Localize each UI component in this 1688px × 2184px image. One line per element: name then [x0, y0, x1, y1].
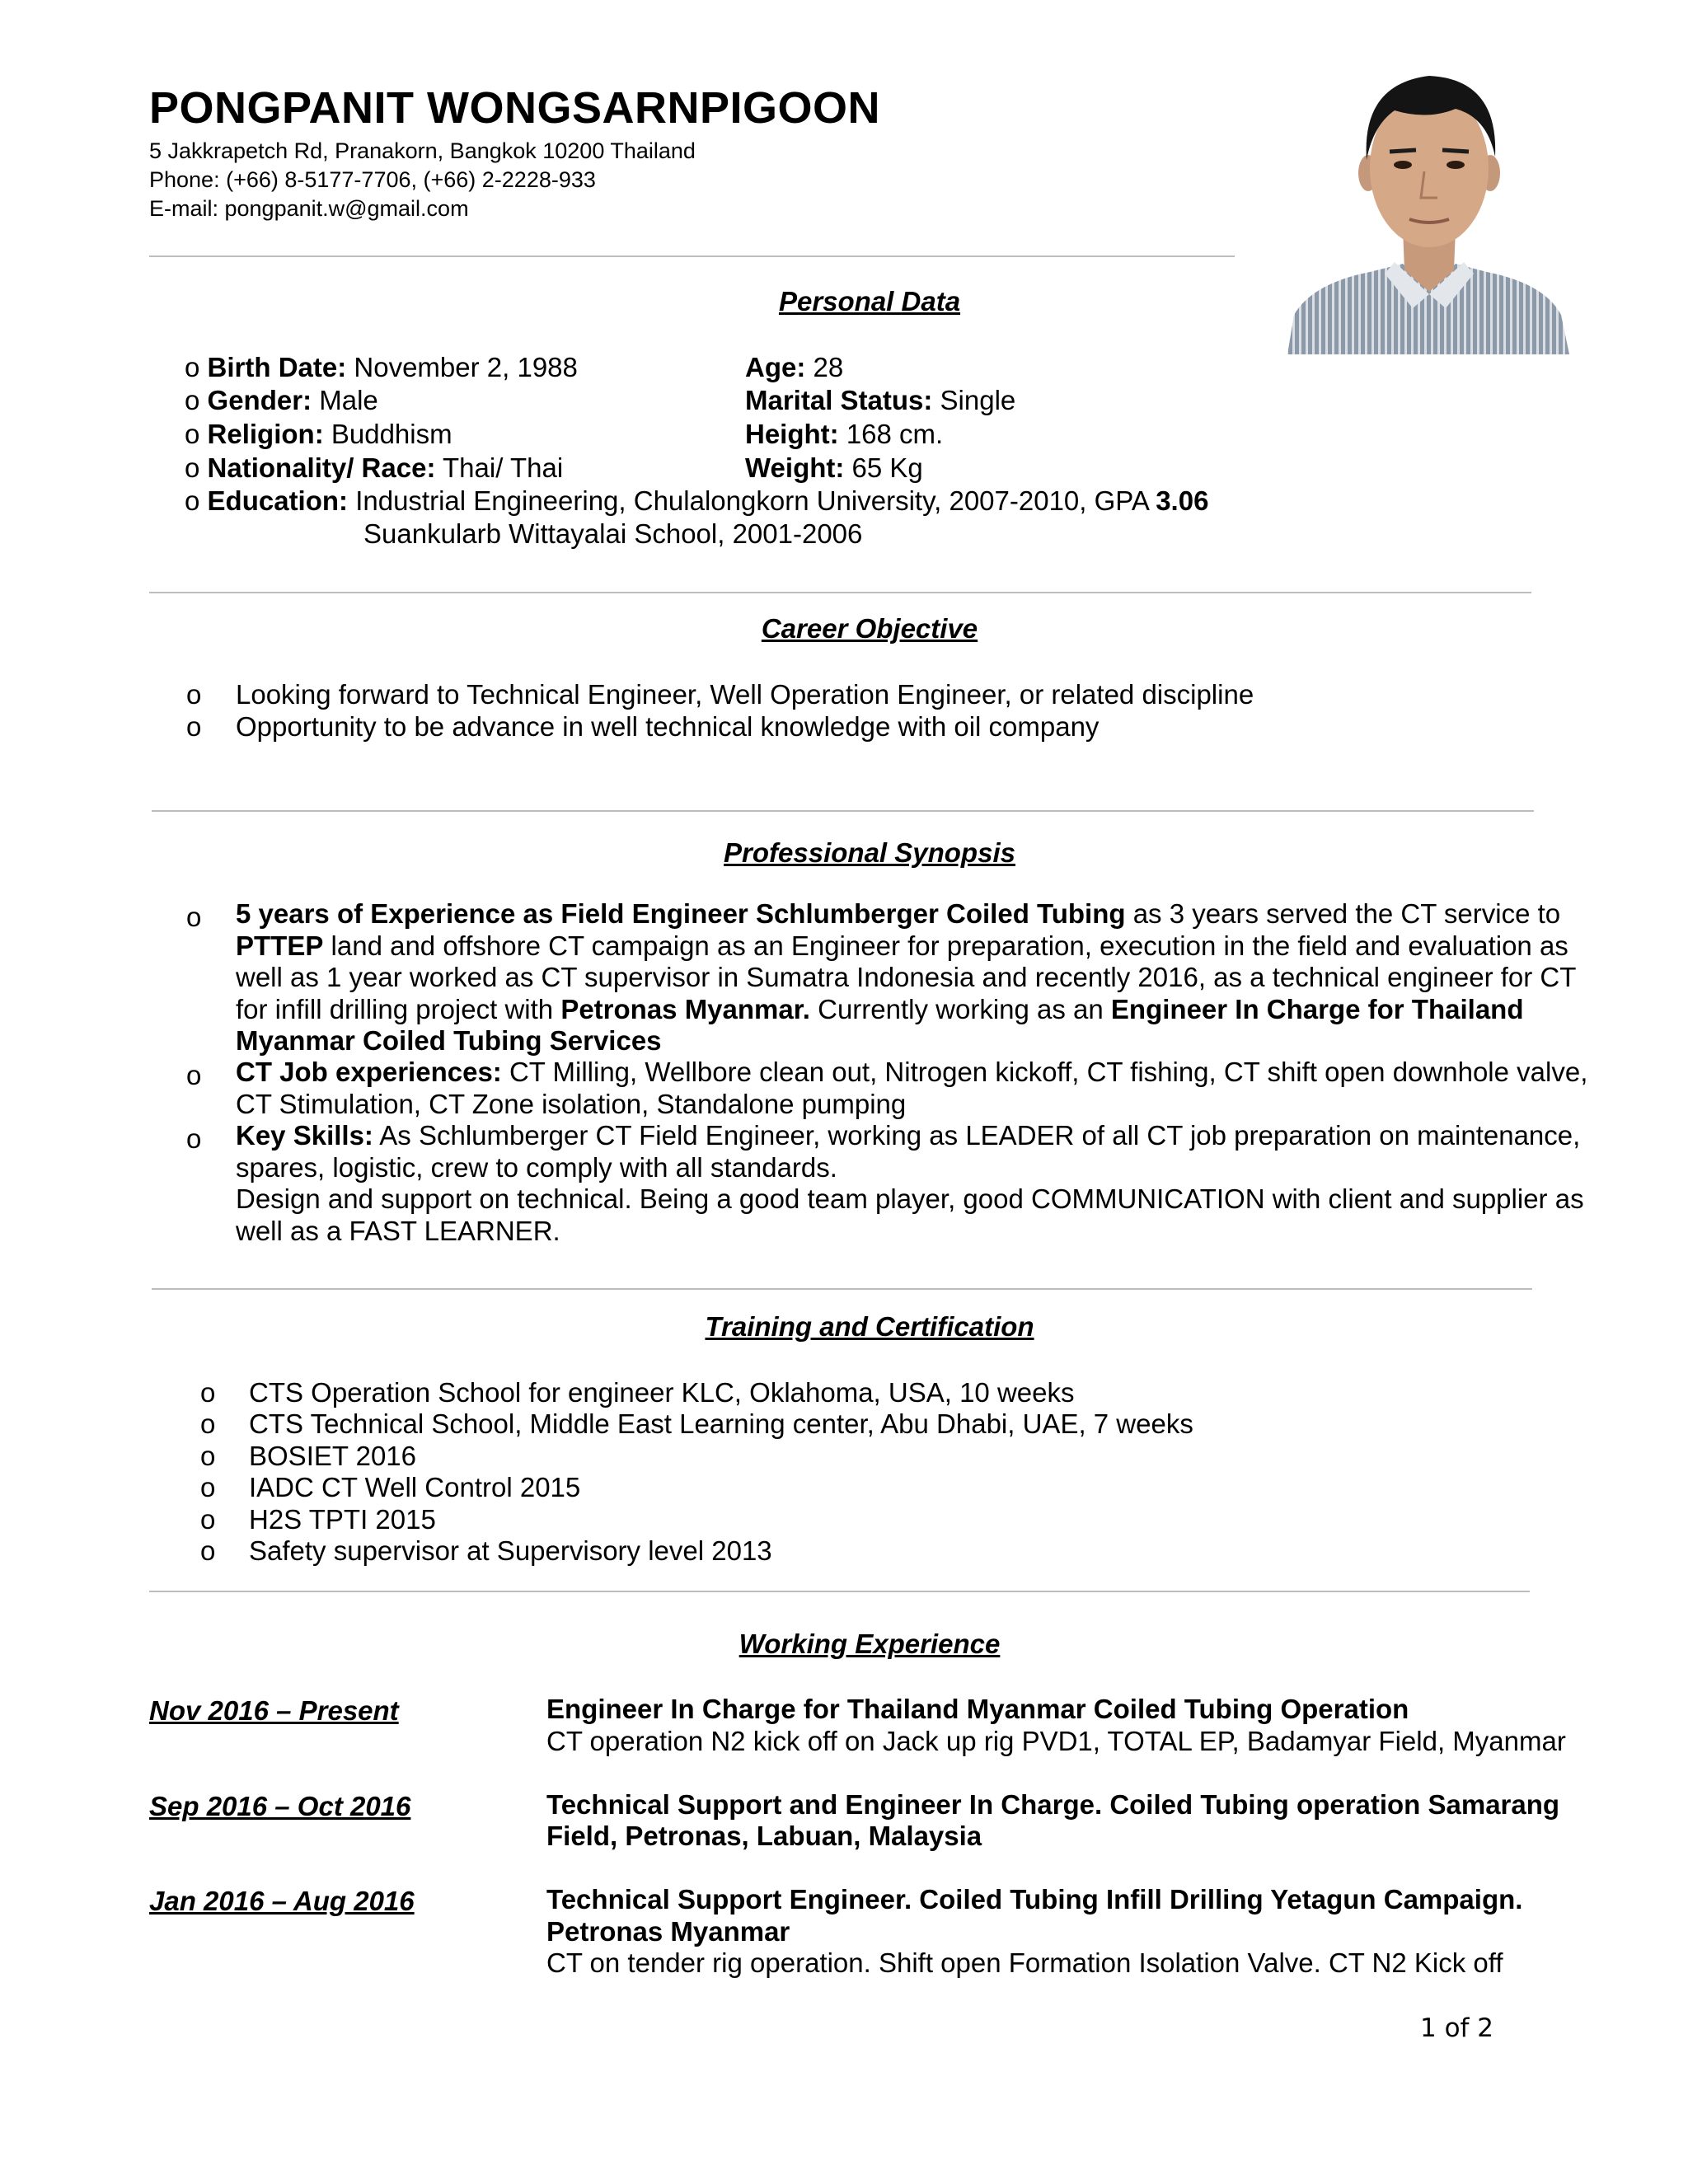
training-item: H2S TPTI 2015	[249, 1504, 436, 1535]
section-title-training: Training and Certification	[705, 1311, 1034, 1342]
job-date: Nov 2016 – Present	[149, 1695, 399, 1726]
personal-item-education-school: Suankularb Wittayalai School, 2001-2006	[363, 518, 863, 549]
section-title-experience: Working Experience	[738, 1629, 1001, 1659]
bullet: o	[186, 902, 202, 932]
synopsis-item-experience: 5 years of Experience as Field Engineer Schlumberger Coiled Tubing as 3 years served the CT service to PTTEP land and offshore CT campaign as an Engineer for preparation, execution in the field and evaluation as well as 1 year worked as CT supervisor in Sumatra Indonesia and recently 2016, as a technical engineer for CT for infill drilling project with Petronas Myanmar. Currently working as an Engineer In Charge for Thailand Myanmar Coiled Tubing Services	[236, 898, 1576, 1056]
bullet: o	[200, 1504, 216, 1535]
bullet: o	[186, 1060, 202, 1090]
bullet: o	[186, 679, 202, 710]
job-date: Sep 2016 – Oct 2016	[149, 1791, 411, 1821]
job-title: Technical Support and Engineer In Charge. Coiled Tubing operation Samarang	[546, 1789, 1560, 1820]
divider	[152, 810, 1534, 812]
divider	[149, 1591, 1530, 1592]
training-item: BOSIET 2016	[249, 1441, 417, 1471]
job-detail: CT on tender rig operation. Shift open Formation Isolation Valve. CT N2 Kick off	[546, 1947, 1503, 1978]
bullet: o	[200, 1441, 216, 1471]
section-title-synopsis: Professional Synopsis	[724, 837, 1015, 868]
bullet: o	[200, 1377, 216, 1408]
job-title-cont: Petronas Myanmar	[546, 1916, 790, 1947]
training-item: Safety supervisor at Supervisory level 2013	[249, 1535, 772, 1566]
address: 5 Jakkrapetch Rd, Pranakorn, Bangkok 10200 Thailand	[149, 138, 696, 163]
bullet: o	[200, 1472, 216, 1502]
bullet: o	[186, 711, 202, 742]
training-item: CTS Operation School for engineer KLC, Oklahoma, USA, 10 weeks	[249, 1377, 1075, 1408]
training-item: CTS Technical School, Middle East Learning center, Abu Dhabi, UAE, 7 weeks	[249, 1408, 1193, 1439]
page-number: 1 of 2	[1420, 2013, 1494, 2043]
synopsis-item-skills: Key Skills: As Schlumberger CT Field Engineer, working as LEADER of all CT job preparation on maintenance, spares, logistic, crew to comply with all standards. Design and support on technical. Being a good team player, good COMMUNICATION with client and supplier as well as a FAST LEARNER.	[236, 1120, 1584, 1246]
personal-item-birth: o Birth Date: November 2, 1988	[185, 352, 578, 382]
candidate-name: PONGPANIT WONGSARNPIGOON	[149, 83, 881, 133]
bullet: o	[186, 1123, 202, 1154]
synopsis-item-jobs: CT Job experiences: CT Milling, Wellbore clean out, Nitrogen kickoff, CT fishing, CT shift open downhole valve, CT Stimulation, CT Zone isolation, Standalone pumping	[236, 1057, 1588, 1119]
objective-item: Opportunity to be advance in well technical knowledge with oil company	[236, 711, 1100, 742]
job-title: Technical Support Engineer. Coiled Tubing Infill Drilling Yetagun Campaign.	[546, 1884, 1523, 1915]
personal-item-marital: Marital Status: Single	[745, 385, 1016, 415]
phone: Phone: (+66) 8-5177-7706, (+66) 2-2228-933	[149, 167, 596, 192]
bullet: o	[200, 1408, 216, 1439]
personal-item-religion: o Religion: Buddhism	[185, 419, 452, 449]
personal-item-gender: o Gender: Male	[185, 385, 378, 415]
bullet: o	[200, 1535, 216, 1566]
personal-item-weight: Weight: 65 Kg	[745, 452, 923, 483]
divider	[149, 592, 1531, 593]
training-item: IADC CT Well Control 2015	[249, 1472, 581, 1502]
personal-item-age: Age: 28	[745, 352, 844, 382]
profile-photo	[1279, 68, 1578, 354]
job-detail: CT operation N2 kick off on Jack up rig PVD1, TOTAL EP, Badamyar Field, Myanmar	[546, 1726, 1566, 1756]
section-title-personal: Personal Data	[778, 286, 961, 316]
job-title: Engineer In Charge for Thailand Myanmar Coiled Tubing Operation	[546, 1694, 1409, 1724]
divider	[149, 255, 1235, 257]
divider	[152, 1288, 1532, 1290]
job-title-cont: Field, Petronas, Labuan, Malaysia	[546, 1821, 982, 1851]
job-date: Jan 2016 – Aug 2016	[149, 1886, 415, 1916]
personal-item-education: o Education: Industrial Engineering, Chulalongkorn University, 2007-2010, GPA 3.06	[185, 485, 1209, 516]
email: E-mail: pongpanit.w@gmail.com	[149, 196, 469, 221]
section-title-objective: Career Objective	[761, 613, 978, 644]
personal-item-nationality: o Nationality/ Race: Thai/ Thai	[185, 452, 564, 483]
personal-item-height: Height: 168 cm.	[745, 419, 944, 449]
objective-item: Looking forward to Technical Engineer, Well Operation Engineer, or related discipline	[236, 679, 1254, 710]
